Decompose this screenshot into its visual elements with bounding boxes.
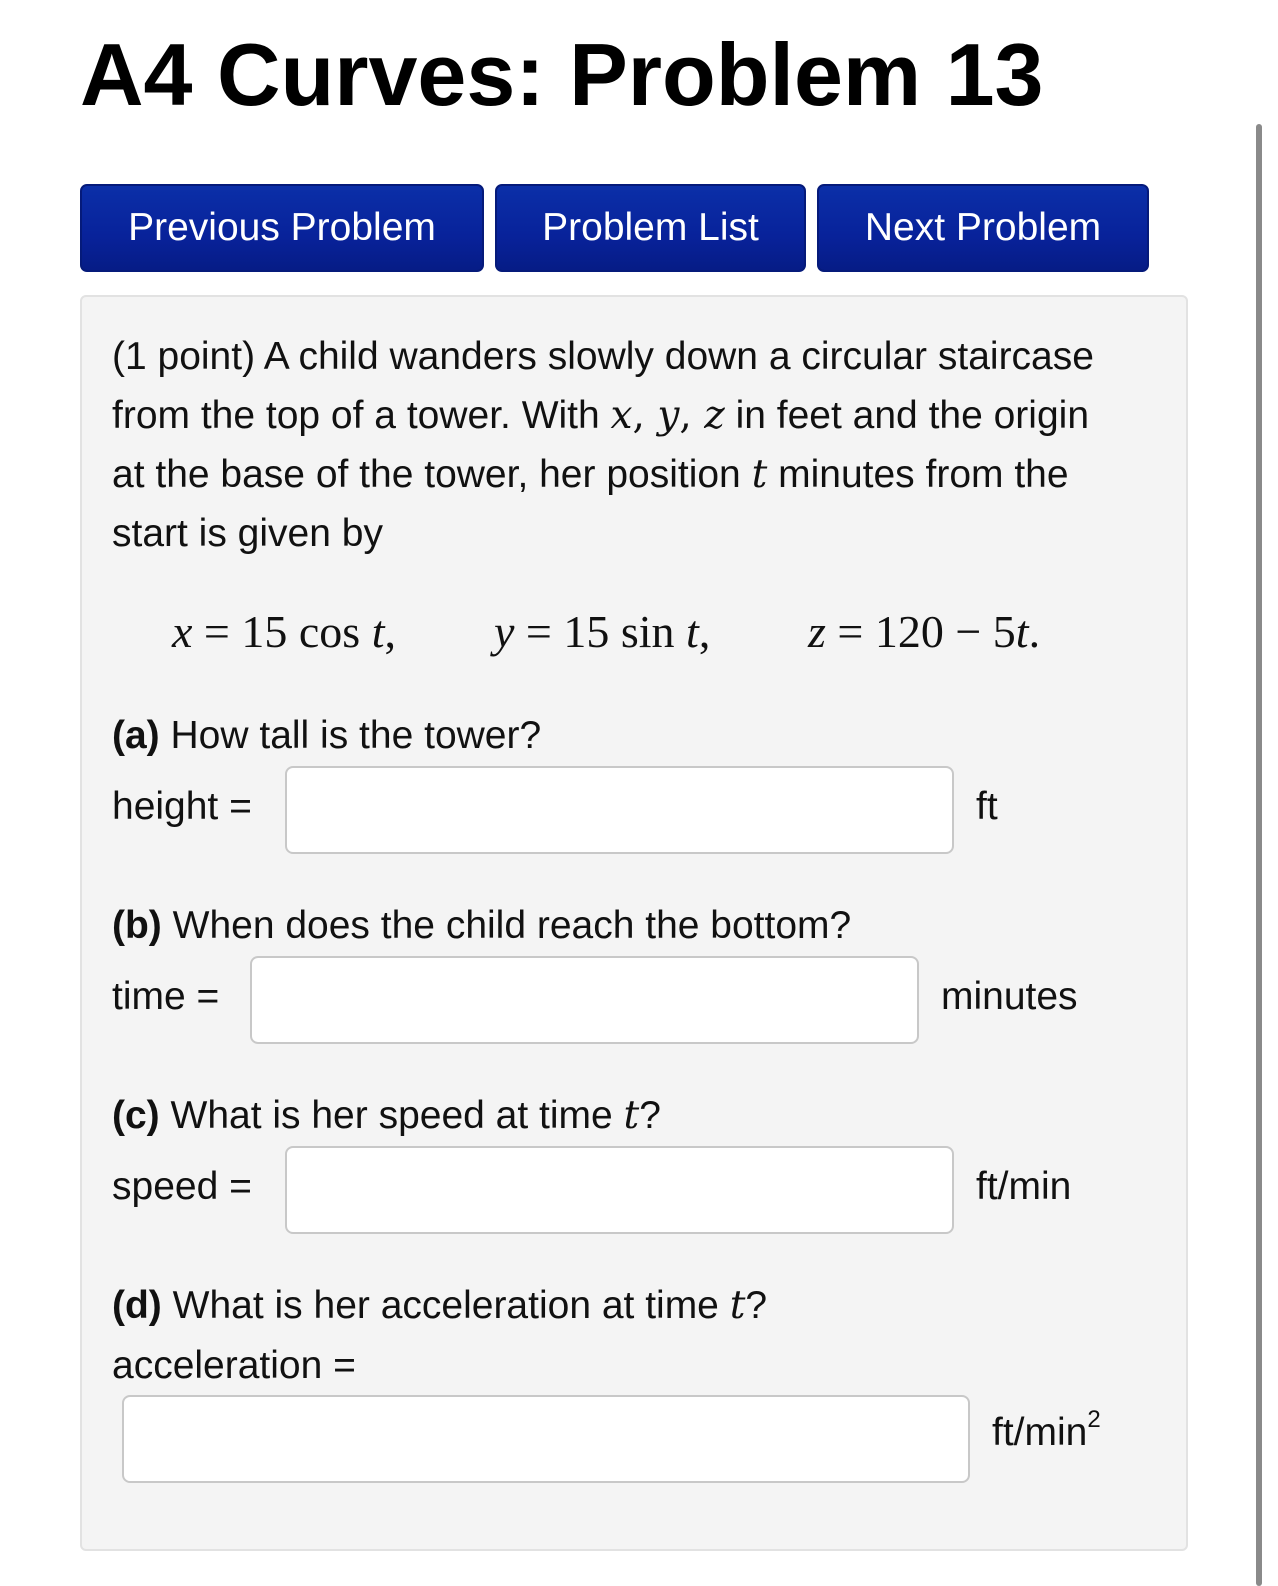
acceleration-label: acceleration = (112, 1344, 356, 1387)
acceleration-input[interactable] (122, 1395, 970, 1483)
var-t: t (751, 452, 768, 497)
problem-panel (80, 295, 1188, 1551)
var-y: y (657, 393, 680, 438)
statement-text-3: minutes from the start is given by (112, 453, 1069, 555)
time-input[interactable] (250, 956, 919, 1044)
next-problem-button[interactable]: Next Problem (817, 184, 1149, 272)
equation-y: y = 15 sin t, (494, 606, 711, 657)
statement-text-1: (1 point) A child wanders slowly down a circular staircase from the top of a tower. With (112, 335, 1094, 437)
height-input[interactable] (285, 766, 954, 854)
page-title: A4 Curves: Problem 13 (80, 25, 1044, 124)
acceleration-unit: $ft/\min^2$ (992, 1406, 1101, 1454)
equation-x: x = 15 cos t, (172, 606, 396, 657)
question-a: (a) How tall is the tower? (112, 714, 542, 757)
question-c: (c) What is her speed at time t? (112, 1093, 661, 1138)
question-d: (d) What is her acceleration at time t? (112, 1283, 768, 1328)
speed-unit: ft/min (976, 1165, 1072, 1208)
time-unit: minutes (941, 975, 1078, 1018)
problem-statement (112, 327, 1112, 563)
statement-text-2: in feet and the origin at the base of the tower, her position (112, 394, 1090, 496)
page-scrollbar[interactable] (1256, 124, 1262, 1586)
question-b: (b) When does the child reach the bottom? (112, 904, 852, 947)
height-unit: ft (976, 785, 998, 828)
var-z: z (704, 393, 725, 438)
previous-problem-button[interactable]: Previous Problem (80, 184, 484, 272)
speed-input[interactable] (285, 1146, 954, 1234)
problem-list-button[interactable]: Problem List (495, 184, 806, 272)
speed-label: speed = (112, 1165, 252, 1208)
var-x: x (610, 393, 633, 438)
separator: , (679, 393, 705, 438)
height-label: height = (112, 785, 252, 828)
time-label: time = (112, 975, 220, 1018)
separator: , (632, 393, 658, 438)
equation-z: z = 120 − 5t. (808, 606, 1041, 657)
